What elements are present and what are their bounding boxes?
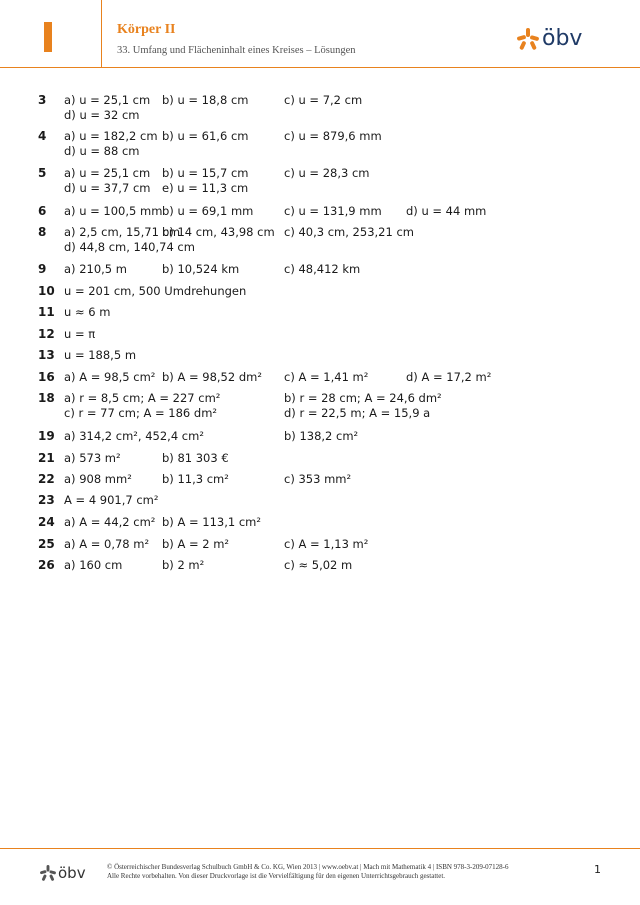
answer-part: a) 2,5 cm, 15,71 cm — [64, 225, 181, 239]
answer-part: a) u = 25,1 cm — [64, 166, 151, 180]
copyright-line-2: Alle Rechte vorbehalten. Von dieser Druckvorlage ist die Vervielfältigung für den eigenen Unterrichtsgebrauch gestattet. — [107, 872, 446, 880]
answer-part: b) 138,2 cm² — [284, 429, 359, 443]
answer-part: b) u = 69,1 mm — [162, 204, 254, 218]
answer-part: c) 48,412 km — [284, 262, 361, 276]
exercise-number: 11 — [38, 305, 55, 319]
page-number: 1 — [594, 863, 601, 876]
answer-part: c) A = 1,41 m² — [284, 370, 369, 384]
header-divider — [101, 0, 102, 67]
exercise-number: 4 — [38, 129, 47, 143]
answer-part: a) A = 0,78 m² — [64, 537, 150, 551]
answer-part: a) 908 mm² — [64, 472, 132, 486]
page-subtitle: 33. Umfang und Flächeninhalt eines Kreises – Lösungen — [117, 45, 356, 56]
answer-part: b) r = 28 cm; A = 24,6 dm² — [284, 391, 442, 405]
answer-part: a) r = 8,5 cm; A = 227 cm² — [64, 391, 221, 405]
exercise-number: 26 — [38, 558, 55, 572]
logo-text: öbv — [542, 26, 583, 51]
answer-part: d) u = 88 cm — [64, 144, 140, 158]
answer-part: a) A = 44,2 cm² — [64, 515, 156, 529]
star-icon — [517, 28, 539, 50]
answer-part: d) u = 32 cm — [64, 108, 140, 122]
answer-part: b) 81 303 € — [162, 451, 229, 465]
copyright-line-1: © Österreichischer Bundesverlag Schulbuch GmbH & Co. KG, Wien 2013 | www.oebv.at | Mach mit Mathematik 4 | ISBN 978-3-209-07128-6 — [107, 863, 509, 871]
answer-part: b) u = 15,7 cm — [162, 166, 249, 180]
answer-part: a) u = 100,5 mm — [64, 204, 163, 218]
answer-part: a) 314,2 cm², 452,4 cm² — [64, 429, 204, 443]
answer-part: b) A = 98,52 dm² — [162, 370, 262, 384]
answer-part: u = π — [64, 327, 96, 341]
answer-part: A = 4 901,7 cm² — [64, 493, 159, 507]
exercise-number: 22 — [38, 472, 55, 486]
answer-part: c) 40,3 cm, 253,21 cm — [284, 225, 414, 239]
answer-part: d) u = 37,7 cm — [64, 181, 151, 195]
answer-part: b) A = 113,1 cm² — [162, 515, 261, 529]
answer-part: d) A = 17,2 m² — [406, 370, 492, 384]
exercise-number: 10 — [38, 284, 55, 298]
footer-logo-text: öbv — [58, 864, 86, 882]
answer-part: b) 2 m² — [162, 558, 205, 572]
answer-part: d) u = 44 mm — [406, 204, 487, 218]
answer-part: c) u = 28,3 cm — [284, 166, 370, 180]
answer-part: e) u = 11,3 cm — [162, 181, 249, 195]
answer-part: d) r = 22,5 m; A = 15,9 a — [284, 406, 431, 420]
answer-part: b) u = 18,8 cm — [162, 93, 249, 107]
exercise-number: 8 — [38, 225, 47, 239]
exercise-number: 3 — [38, 93, 47, 107]
answer-part: c) u = 879,6 mm — [284, 129, 382, 143]
exercise-number: 12 — [38, 327, 55, 341]
footer-logo — [40, 862, 86, 884]
answer-part: b) 14 cm, 43,98 cm — [162, 225, 275, 239]
exercise-number: 21 — [38, 451, 55, 465]
exercise-number: 19 — [38, 429, 55, 443]
page-header — [0, 0, 640, 68]
star-icon — [40, 865, 56, 881]
answer-part: c) r = 77 cm; A = 186 dm² — [64, 406, 218, 420]
exercise-number: 16 — [38, 370, 55, 384]
answer-part: d) 44,8 cm, 140,74 cm — [64, 240, 195, 254]
answer-part: u = 188,5 m — [64, 348, 137, 362]
answer-part: a) u = 25,1 cm — [64, 93, 151, 107]
copyright-notice — [107, 863, 509, 881]
answer-part: c) u = 7,2 cm — [284, 93, 363, 107]
answer-part: a) A = 98,5 cm² — [64, 370, 156, 384]
answer-part: c) u = 131,9 mm — [284, 204, 382, 218]
exercise-number: 13 — [38, 348, 55, 362]
answer-part: b) A = 2 m² — [162, 537, 230, 551]
exercise-number: 23 — [38, 493, 55, 507]
answer-part: b) 11,3 cm² — [162, 472, 229, 486]
answer-part: u ≈ 6 m — [64, 305, 111, 319]
exercise-number: 24 — [38, 515, 55, 529]
answer-part: u = 201 cm, 500 Umdrehungen — [64, 284, 247, 298]
answer-part: b) 10,524 km — [162, 262, 240, 276]
page-title: Körper II — [117, 22, 176, 37]
answer-part: c) ≈ 5,02 m — [284, 558, 353, 572]
answer-part: a) 573 m² — [64, 451, 121, 465]
exercise-number: 9 — [38, 262, 47, 276]
exercise-number: 5 — [38, 166, 47, 180]
answer-part: a) 210,5 m — [64, 262, 127, 276]
answer-part: a) u = 182,2 cm — [64, 129, 158, 143]
exercise-number: 25 — [38, 537, 55, 551]
footer-rule — [0, 848, 640, 849]
answer-part: b) u = 61,6 cm — [162, 129, 249, 143]
answer-part: c) 353 mm² — [284, 472, 352, 486]
answer-part: a) 160 cm — [64, 558, 123, 572]
answer-part: c) A = 1,13 m² — [284, 537, 369, 551]
chapter-mark — [44, 22, 52, 52]
publisher-logo — [517, 28, 582, 50]
header-rule — [0, 67, 640, 68]
exercise-number: 18 — [38, 391, 55, 405]
exercise-number: 6 — [38, 204, 47, 218]
